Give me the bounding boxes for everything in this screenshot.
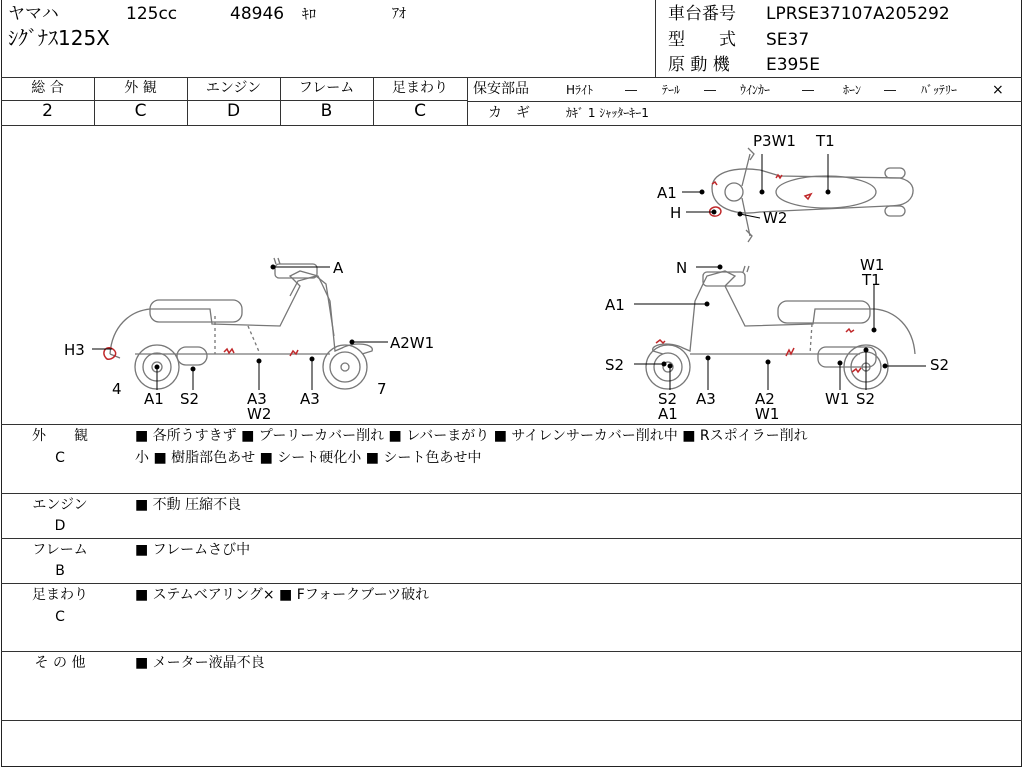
mileage: 48946 — [230, 4, 285, 24]
grade-value: C — [414, 101, 426, 121]
detail-grade: D — [54, 518, 66, 534]
safety-item-label: ﾃｰﾙ — [662, 83, 681, 97]
diagram-label: A3 — [300, 390, 320, 408]
grade-label: フレーム — [298, 80, 355, 96]
safety-item-value: ― — [884, 83, 896, 97]
grade-value: D — [226, 101, 241, 121]
diagram-label: S2 — [658, 390, 678, 408]
detail-label: エンジン — [32, 497, 88, 513]
detail-label: フレーム — [32, 542, 88, 558]
type-label: 型 式 — [668, 30, 736, 50]
displacement: 125cc — [126, 4, 178, 24]
safety-item-label: ﾎｰﾝ — [843, 83, 862, 97]
grade-value: C — [134, 101, 147, 121]
safety-item-value: ― — [704, 83, 716, 97]
detail-label: そ の 他 — [34, 655, 86, 671]
diagram-label: 4 — [112, 380, 122, 398]
diagram-label: H — [670, 204, 682, 222]
diagram-label: W2 — [763, 209, 788, 227]
maker: ヤマハ — [8, 4, 59, 24]
diagram-label: W1 — [860, 256, 885, 274]
model-name: ｼｸﾞﾅｽ125X — [8, 26, 110, 50]
diagram-label: A2W1 — [390, 334, 435, 352]
detail-text: ■ 各所うすきず ■ プーリーカバー削れ ■ レバーまがり ■ サイレンサーカバー削れ中 ■ Rスポイラー削れ — [135, 428, 808, 444]
detail-text: 小 ■ 樹脂部色あせ ■ シート硬化小 ■ シート色あせ中 — [135, 450, 482, 466]
diagram-label: W1 — [825, 390, 850, 408]
safety-item-label: ﾊﾞｯﾃﾘｰ — [921, 83, 958, 97]
detail-label: 外 観 — [32, 428, 88, 444]
diagram-label: A3 — [696, 390, 716, 408]
grade-value: 2 — [42, 101, 53, 121]
safety-item-value: × — [992, 82, 1004, 98]
divider — [1, 77, 1022, 78]
engine-value: E395E — [766, 55, 820, 75]
color: ｱｵ — [392, 6, 406, 22]
detail-text: ■ フレームさび中 — [135, 542, 251, 558]
diagram-label: A3 — [247, 390, 267, 408]
diagram-label: T1 — [862, 271, 881, 289]
damage-diagram — [0, 126, 1024, 424]
diagram-label: A2 — [755, 390, 775, 408]
engine-label: 原 動 機 — [668, 55, 730, 75]
diagram-label: A1 — [605, 296, 625, 314]
detail-grade: B — [55, 563, 65, 579]
diagram-label: W1 — [755, 405, 780, 423]
grade-label: 外 観 — [124, 80, 157, 96]
divider — [1, 583, 1022, 584]
grade-label: エンジン — [205, 80, 262, 96]
diagram-label: S2 — [930, 356, 950, 374]
scooter-top-view — [712, 148, 913, 242]
diagram-label: A1 — [658, 405, 678, 423]
divider — [1, 720, 1022, 721]
diagram-label: N — [676, 259, 688, 277]
frame-no: LPRSE37107A205292 — [766, 4, 950, 24]
divider — [1, 538, 1022, 539]
divider — [467, 101, 1022, 102]
divider — [1, 651, 1022, 652]
diagram-label: P3W1 — [753, 132, 796, 150]
divider — [1, 424, 1022, 425]
detail-text: ■ ステムベアリング× ■ Fフォークブーツ破れ — [135, 587, 430, 603]
divider — [1, 493, 1022, 494]
diagram-label: A1 — [657, 184, 677, 202]
safety-item-label: ｳｲﾝｶｰ — [740, 83, 771, 97]
detail-text: ■ メーター液晶不良 — [135, 655, 265, 671]
diagram-label: S2 — [856, 390, 876, 408]
diagram-label: S2 — [180, 390, 200, 408]
grade-label: 足まわり — [392, 80, 448, 96]
frame-no-label: 車台番号 — [668, 4, 736, 24]
key-label: カ ギ — [488, 105, 530, 121]
diagram-label: A1 — [144, 390, 164, 408]
safety-item-value: ― — [625, 83, 637, 97]
scooter-left-view — [110, 258, 372, 389]
diagram-label: S2 — [605, 356, 625, 374]
detail-label: 足まわり — [32, 587, 88, 603]
safety-item-label: Hﾗｲﾄ — [566, 83, 594, 97]
diagram-label: 7 — [377, 380, 387, 398]
mileage-unit: ｷﾛ — [302, 7, 316, 23]
safety-item-value: ― — [802, 83, 814, 97]
detail-text: ■ 不動 圧縮不良 — [135, 497, 242, 513]
diagram-label: W2 — [247, 405, 272, 423]
detail-grade: C — [55, 609, 65, 625]
safety-title: 保安部品 — [473, 81, 529, 97]
grade-label: 総 合 — [31, 80, 64, 96]
key-value: ｶｷﾞ 1 ｼｬｯﾀｰｷｰ1 — [566, 106, 649, 120]
grade-value: B — [320, 101, 333, 121]
damage-marks — [104, 175, 861, 372]
divider — [655, 0, 656, 77]
diagram-label: A — [333, 259, 344, 277]
type-value: SE37 — [766, 30, 810, 50]
diagram-label: T1 — [816, 132, 835, 150]
detail-grade: C — [55, 450, 65, 466]
diagram-label: H3 — [64, 341, 85, 359]
